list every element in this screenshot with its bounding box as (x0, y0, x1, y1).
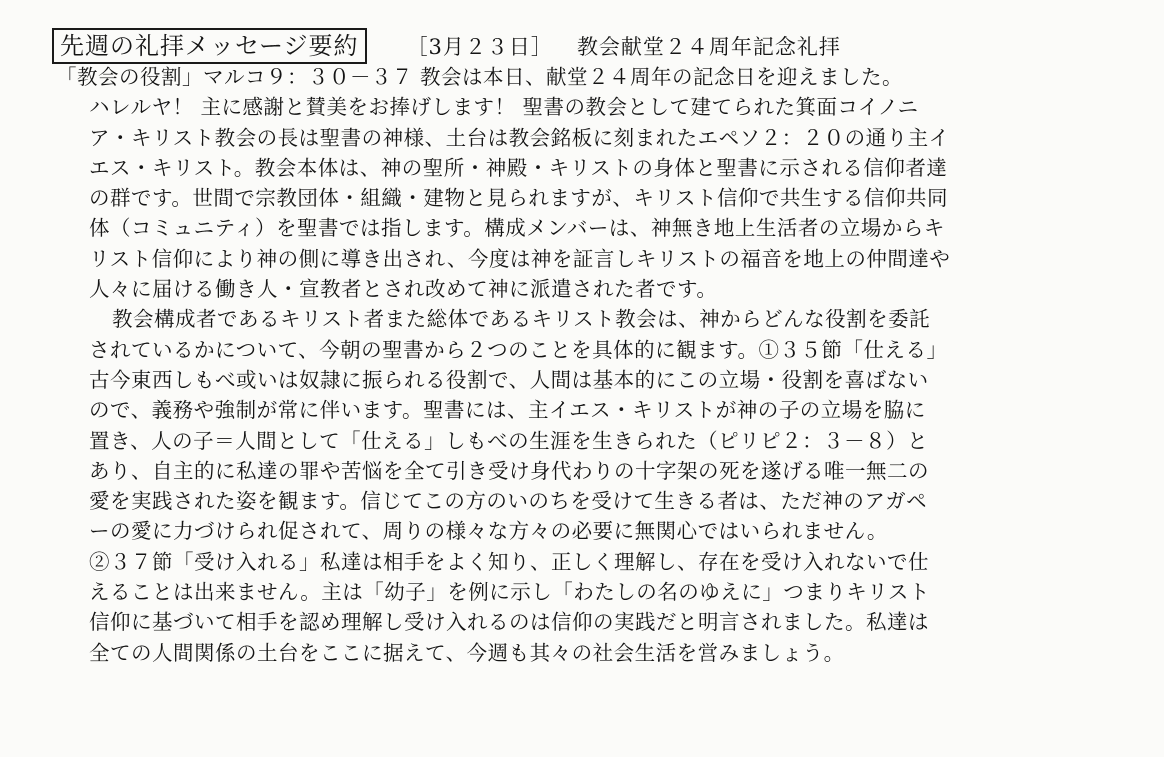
text-line: 人々に届ける働き人・宣教者とされ改めて神に派遣された者です。 (89, 277, 718, 302)
text-line: 愛を実践された姿を観ます。信じてこの方のいのちを受けて生きる者は、ただ神のアガペ (89, 489, 928, 514)
text-line: リスト信仰により神の側に導き出され、今度は神を証言しキリストの福音を地上の仲間達や (89, 246, 951, 271)
text-line: 教会構成者であるキリスト者また総体であるキリスト教会は、神からどんな役割を委託 (112, 307, 931, 332)
text-line: 全ての人間関係の土台をここに据えて、今週も其々の社会生活を営みましょう。 (89, 640, 845, 665)
text-line: ア・キリスト教会の長は聖書の神様、土台は教会銘板に刻まれたエペソ２：２０の通り主イ (89, 125, 950, 150)
message-summary (56, 62, 1136, 668)
text-line: されているかについて、今朝の聖書から２つのことを具体的に観ます。①３５節「仕える」 (89, 337, 948, 362)
text-line: えることは出来ません。主は「幼子」を例に示し「わたしの名のゆえに」つまりキリスト (89, 580, 930, 605)
text-line: 信仰に基づいて相手を認め理解し受け入れるのは信仰の実践だと明言されました。私達は (89, 610, 929, 635)
text-line: エス・キリスト。教会本体は、神の聖所・神殿・キリストの身体と聖書に示される信仰者達 (89, 155, 948, 180)
text-line: 古今東西しもべ或いは奴隷に振られる役割で、人間は基本的にこの立場・役割を喜ばない (89, 367, 929, 392)
text-line: の群です。世間で宗教団体・組織・建物と見られますが、キリスト信仰で共生する信仰共同 (89, 186, 948, 211)
text-line: ②３７節「受け入れる」私達は相手をよく知り、正しく理解し、存在を受け入れないで仕 (89, 549, 929, 574)
service-date: ［3月２３日］ (406, 35, 553, 59)
text-line: ハレルヤ！ 主に感謝と賛美をお捧げします！ 聖書の教会として建てられた箕面コイノニ (89, 95, 919, 120)
text-line: 「教会の役割」マルコ９：３０－３７ 教会は本日、献堂２４周年の記念日を迎えました。 (56, 65, 904, 89)
header (52, 28, 841, 64)
text-line: 体（コミュニティ）を聖書では指します。構成メンバーは、神無き地上生活者の立場からキ (89, 216, 945, 241)
text-line: 置き、人の子＝人間として「仕える」しもべの生涯を生きられた（ピリピ２：３－８）と (89, 428, 929, 453)
service-event: 教会献堂２４周年記念礼拝 (576, 35, 841, 59)
text-line: ので、義務や強制が常に伴います。聖書には、主イエス・キリストが神の子の立場を脇に (89, 398, 926, 423)
text-line: ーの愛に力づけられ促されて、周りの様々な方々の必要に無関心ではいられません。 (89, 519, 888, 544)
page-title: 先週の礼拝メッセージ要約 (52, 28, 367, 64)
text-line: あり、自主的に私達の罪や苦悩を全て引き受け身代わりの十字架の死を遂げる唯一無二の (89, 458, 929, 483)
